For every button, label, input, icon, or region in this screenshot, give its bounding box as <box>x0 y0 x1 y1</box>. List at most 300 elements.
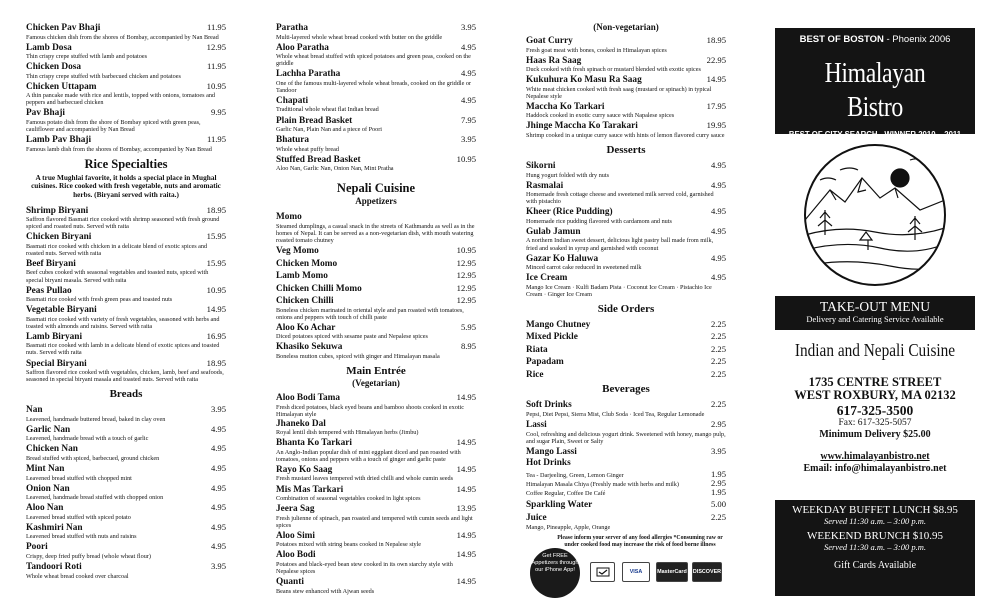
menu-item <box>526 344 726 356</box>
menu-item <box>526 206 726 225</box>
item-desc: Minced carrot cake reduced in sweetened milk <box>526 264 642 272</box>
item-name: Mango Chutney <box>526 319 591 330</box>
item-row <box>276 295 476 307</box>
item-desc: Combination of seasonal vegetables cooked in light spices <box>276 495 421 503</box>
item-row <box>26 231 226 243</box>
promo-block <box>775 500 975 596</box>
item-name: Gazar Ko Haluwa <box>526 253 599 264</box>
menu-item <box>26 358 226 384</box>
item-desc: Bread stuffed with spiced, barbecued, ground chicken <box>26 454 160 462</box>
item-name: Lamb Pav Bhaji <box>26 135 92 146</box>
item-row <box>26 304 226 316</box>
menu-item <box>276 322 476 341</box>
item-row <box>26 61 226 73</box>
item-row <box>276 392 476 404</box>
item-row <box>276 270 476 282</box>
item-name: Special Biryani <box>26 358 87 369</box>
item-desc: One of the famous multi-layered whole wheat breads, cooked on the griddle or Tandoor <box>276 79 472 94</box>
item-price: 14.95 <box>456 437 476 448</box>
item-desc: Famous lamb dish from the shores of Bombay, accompanied by Nan Bread <box>26 145 212 153</box>
item-price: 18.95 <box>706 35 726 45</box>
item-row <box>276 503 476 515</box>
hot-drink-price: 1.95 <box>710 486 726 497</box>
item-desc: Multi-layered whole wheat bread cooked with butter on the griddle <box>276 33 443 41</box>
main-entree-subtitle: (Vegetarian) <box>352 378 400 388</box>
item-price: 7.95 <box>460 114 476 125</box>
item-price: 16.95 <box>206 330 226 341</box>
item-desc: Leavened, handmade bread stuffed with chopped onion <box>26 494 164 502</box>
item-row <box>26 285 226 297</box>
item-desc: Leavened, handmade buttered bread, baked in clay oven <box>26 415 166 423</box>
menu-item <box>526 399 726 418</box>
item-name: Hot Drinks <box>526 458 571 469</box>
hot-drink-text: Coffee Regular, Coffee De Café <box>526 489 606 497</box>
item-price: 2.25 <box>710 512 726 523</box>
item-row <box>276 115 476 127</box>
menu-item <box>276 530 476 549</box>
menu-item <box>526 226 726 252</box>
item-price: 2.25 <box>710 343 726 354</box>
item-desc: Basmati rice cooked with variety of fresh vegetables, seasoned with herbs and toasted with almonds and raisins. Served with raita <box>26 315 220 330</box>
item-price: 4.95 <box>210 502 226 513</box>
item-name: Maccha Ko Tarkari <box>526 101 605 112</box>
menu-item <box>526 331 726 343</box>
sides-section-title: Side Orders <box>597 302 655 315</box>
item-desc: Shrimp cooked in a unique curry sauce with hints of lemon flavored curry sauce <box>526 131 725 139</box>
gift-cards: Gift Cards Available <box>833 560 917 571</box>
hot-drink-price: 2.95 <box>710 477 726 488</box>
mastercard-icon: MasterCard <box>656 562 688 582</box>
rice-list <box>26 205 226 384</box>
menu-item <box>526 253 726 272</box>
item-row <box>276 42 476 54</box>
award-text: BEST OF CITY SEARCH - WINNER 2010 – 2011 <box>788 130 962 139</box>
item-desc: Boneless mutton cubes, spiced with ginger and Himalayan masala <box>276 352 440 360</box>
menu-item <box>26 483 226 502</box>
item-row <box>26 134 226 146</box>
menu-item <box>276 295 476 321</box>
item-desc: Haddock cooked in exotic curry sauce with Napalese spices <box>526 112 675 120</box>
item-name: Mango Lassi <box>526 446 577 457</box>
item-price: 11.95 <box>206 22 226 32</box>
menu-item <box>526 180 726 206</box>
item-price: 4.95 <box>460 41 476 52</box>
menu-column-2 <box>276 22 476 596</box>
item-price: 4.95 <box>710 206 726 217</box>
item-desc: Crispy, deep fried puffy bread (whole wheat flour) <box>26 552 151 560</box>
item-row <box>526 331 726 343</box>
item-price: 10.95 <box>206 284 226 295</box>
allergy-note: Please inform your server of any food allergies *Consuming raw or under cooked food may increase the risk of food borne illness <box>557 535 723 548</box>
item-price: 13.95 <box>456 503 476 514</box>
item-price: 12.95 <box>456 257 476 268</box>
item-name: Onion Nan <box>26 483 70 494</box>
item-row <box>26 443 226 455</box>
address-line-2: WEST ROXBURY, MA 02132 <box>794 388 956 402</box>
item-row <box>26 81 226 93</box>
item-desc: Saffron flavored Basmati rice cooked with shrimp seasoned with fresh ground spiced and roasted nuts. Served with raita <box>26 216 220 231</box>
item-price: 4.95 <box>460 68 476 79</box>
email-text[interactable]: Email: info@himalayanbistro.net <box>803 463 947 474</box>
item-desc: Fresh julienne of spinach, pan roasted and tempered with cumin seeds and light spices <box>276 514 473 529</box>
item-name: Rice <box>526 369 544 380</box>
item-price: 2.25 <box>710 356 726 367</box>
menu-item <box>276 419 476 437</box>
discover-card-icon: DISCOVER <box>692 562 722 582</box>
item-row <box>276 437 476 449</box>
hot-drink-price: 1.95 <box>710 468 726 479</box>
item-price: 4.95 <box>210 423 226 434</box>
menu-item <box>276 68 476 94</box>
item-name: Jhinge Maccha Ko Tarakari <box>526 121 638 132</box>
item-desc: A northern Indian sweet dessert, delicious light pastry ball made from milk, fried and soaked in syrup and garnished with coconut <box>526 237 714 252</box>
item-price: 14.95 <box>456 463 476 474</box>
menu-item <box>276 270 476 282</box>
hot-drinks-list <box>526 470 726 497</box>
item-row <box>526 160 726 172</box>
menu-item <box>26 205 226 231</box>
item-name: Chicken Momo <box>276 258 338 269</box>
item-desc: Whole wheat bread stuffed with spiced potatoes and green peas, cooked on the griddle <box>276 53 471 68</box>
item-row <box>526 458 726 469</box>
item-desc: Leavened bread stuffed with nuts and raisins <box>26 533 137 541</box>
item-name: Garlic Nan <box>26 424 71 435</box>
item-name: Pav Bhaji <box>26 108 65 119</box>
menu-item <box>276 283 476 295</box>
item-desc: A thin pancake made with rice and lentils, topped with onions, tomatoes and peppers and barbecued chicken <box>26 92 216 107</box>
item-row <box>26 561 226 573</box>
item-name: Juice <box>526 513 547 524</box>
item-desc: Basmati rice cooked with fresh green peas and toasted nuts <box>26 296 173 304</box>
item-row <box>526 35 726 47</box>
item-desc: Beans stew enhanced with Ajwan seeds <box>276 587 375 595</box>
item-desc: Saffron flavored rice cooked with vegetables, chicken, lamb, beef and seafoods, seasoned in special biryani masala and toasted nuts. Served with raita <box>26 369 224 384</box>
item-name: Chicken Biryani <box>26 232 92 243</box>
item-desc: Leavened bread stuffed with spiced potato <box>26 513 131 521</box>
website-link[interactable]: www.himalayanbistro.net <box>820 451 930 462</box>
item-row <box>26 424 226 436</box>
menu-item <box>26 285 226 304</box>
menu-item <box>276 392 476 418</box>
item-desc: Fresh diced potatoes, black eyed beans and bamboo shoots cooked in exotic Himalayan style <box>276 403 464 418</box>
menu-item <box>526 55 726 74</box>
menu-item <box>26 134 226 153</box>
menu-item <box>526 446 726 458</box>
item-desc: Whole wheat bread cooked over charcoal <box>26 572 129 580</box>
item-name: Gulab Jamun <box>526 226 581 237</box>
item-row <box>276 576 476 588</box>
item-name: Chicken Pav Bhaji <box>26 23 101 33</box>
item-desc: Traditional whole wheat flat Indian bread <box>276 106 379 114</box>
item-price: 14.95 <box>206 304 226 315</box>
item-row <box>276 484 476 496</box>
item-desc: Potatoes mixed with string beans cooked in Nepalese style <box>276 541 422 549</box>
menu-item <box>276 154 476 173</box>
item-name: Peas Pullao <box>26 285 72 296</box>
breads-section-title: Breads <box>109 388 143 401</box>
item-desc: Leavened, handmade bread with a touch of garlic <box>26 435 149 443</box>
desserts-section-title: Desserts <box>606 144 646 157</box>
item-row <box>276 341 476 353</box>
nepali-section-title: Nepali Cuisine <box>336 181 416 196</box>
item-desc: Royal lentil dish tempered with Himalayan herbs (Jimbu) <box>276 429 419 437</box>
item-price: 10.95 <box>456 245 476 256</box>
item-name: Aloo Bodi Tama <box>276 393 341 403</box>
item-desc: Mango Ice Cream · Kulfi Badam Pista · Coconut Ice Cream · Pistachio Ice Cream · Ginger Ice Cream <box>526 283 712 298</box>
delivery-text: Delivery and Catering Service Available <box>806 314 944 324</box>
beverages-section-title: Beverages <box>602 383 650 396</box>
item-desc: Steamed dumplings, a casual snack in the streets of Kathmandu as well as in the homes of Nepal. It can be served as a non-vegetarian dish, with mouth watering roasted tomato chutney <box>276 222 475 245</box>
item-name: Paratha <box>276 23 309 33</box>
best-of-boston: BEST OF BOSTON - Phoenix 2006 <box>799 34 951 45</box>
item-row <box>276 464 476 476</box>
menu-item <box>526 458 726 469</box>
beverages-list <box>526 399 726 468</box>
item-name: Mixed Pickle <box>526 332 578 343</box>
item-desc: Beef cubes cooked with seasonal vegetables and toasted nuts, spiced with special biryani masala. Served with raita <box>26 269 209 284</box>
menu-item <box>26 22 226 41</box>
item-desc: Aloo Nan, Garlic Nan, Onion Nan, Mint Pratha <box>276 165 394 173</box>
item-desc: White meat chicken cooked with fresh saag (mustard or spinach) in typical Nepalese style <box>526 85 712 100</box>
item-row <box>526 369 726 381</box>
hot-drink-row <box>526 488 726 497</box>
item-row <box>26 22 226 34</box>
menu-item <box>276 576 476 595</box>
desserts-list <box>526 160 726 298</box>
item-row <box>526 319 726 331</box>
item-price: 14.95 <box>456 576 476 587</box>
item-name: Mint Nan <box>26 464 65 475</box>
item-row <box>26 404 226 416</box>
menu-item <box>526 160 726 179</box>
cuisine-title: Indian and Nepali Cuisine <box>794 340 956 360</box>
item-name: Beef Biryani <box>26 258 76 269</box>
address-line-1: 1735 CENTRE STREET <box>808 375 942 389</box>
item-desc: Thin crispy crepe stuffed with lamb and potatoes <box>26 53 148 61</box>
item-price: 4.95 <box>710 225 726 236</box>
item-price: 8.95 <box>460 341 476 352</box>
item-row <box>276 134 476 146</box>
item-name: Vegetable Biryani <box>26 305 97 316</box>
item-row <box>526 226 726 238</box>
menu-item <box>526 319 726 331</box>
item-row <box>26 42 226 54</box>
lunch-title: WEEKDAY BUFFET LUNCH $8.95 <box>792 504 958 516</box>
item-name: Tandoori Roti <box>26 562 82 572</box>
item-price: 4.95 <box>710 252 726 263</box>
item-row <box>26 107 226 119</box>
breads-continued-list <box>276 22 476 172</box>
menu-item <box>26 61 226 80</box>
item-row <box>26 258 226 270</box>
item-price: 4.95 <box>710 179 726 190</box>
item-desc: Homemade rice pudding flavored with cardamom and nuts <box>526 217 672 225</box>
item-row <box>526 419 726 431</box>
main-entree-title: Main Entrée <box>346 365 406 377</box>
item-desc: An Anglo-Indian popular dish of mini eggplant diced and pan roasted with tomatoes, onions and peppers with a touch of ginger and garlic paste <box>276 448 461 463</box>
item-name: Papadam <box>526 357 564 368</box>
hot-drink-text: Himalayan Masala Chiya (Freshly made with herbs and milk) <box>526 480 679 488</box>
item-price: 14.95 <box>456 483 476 494</box>
item-name: Jeera Sag <box>276 504 315 515</box>
item-price: 4.95 <box>210 482 226 493</box>
check-card-icon <box>590 562 615 582</box>
item-row <box>276 283 476 295</box>
item-price: 2.25 <box>710 318 726 329</box>
item-price: 4.95 <box>710 272 726 283</box>
brunch-title: WEEKEND BRUNCH $10.95 <box>807 530 943 542</box>
menu-item <box>26 107 226 133</box>
item-name: Rasmalai <box>526 180 564 191</box>
item-name: Lamb Biryani <box>26 331 83 342</box>
menu-item <box>526 499 726 511</box>
menu-item <box>276 437 476 463</box>
item-price: 4.95 <box>710 160 726 171</box>
item-desc: Famous potato dish from the shore of Bombay spiced with green peas, cauliflower and accompanied by Nan Bread <box>26 118 201 134</box>
menu-item <box>526 35 726 54</box>
item-row <box>26 483 226 495</box>
item-price: 11.95 <box>206 61 226 72</box>
menu-item <box>26 258 226 284</box>
nonveg-list <box>526 35 726 139</box>
item-name: Aloo Simi <box>276 530 315 541</box>
item-price: 3.95 <box>210 561 226 571</box>
item-desc: Mango, Pineapple, Apple, Orange <box>526 523 611 531</box>
item-name: Kheer (Rice Pudding) <box>526 207 613 218</box>
item-desc: Thin crispy crepe stuffed with barbecued chicken and potatoes <box>26 72 181 80</box>
visa-card-icon: VISA <box>622 562 650 582</box>
item-name: Poori <box>26 542 48 553</box>
item-desc: Duck cooked with fresh spinach or mustard blended with exotic spices <box>526 66 701 74</box>
item-name: Aloo Bodi <box>276 550 316 561</box>
menu-item <box>276 484 476 503</box>
item-row <box>26 502 226 514</box>
item-price: 2.25 <box>710 331 726 342</box>
menu-item <box>26 231 226 257</box>
item-price: 4.95 <box>460 94 476 105</box>
item-row <box>526 253 726 265</box>
item-name: Lachha Paratha <box>276 69 341 80</box>
item-row <box>26 463 226 475</box>
item-row <box>526 55 726 67</box>
main-entree-list <box>276 392 476 595</box>
item-name: Haas Ra Saag <box>526 55 582 66</box>
item-desc: Fresh mustard leaves tempered with dried chilli and whole cumin seeds <box>276 475 453 483</box>
item-name: Aloo Nan <box>26 503 64 514</box>
item-price: 5.00 <box>710 498 726 509</box>
item-row <box>26 205 226 217</box>
himalayan-landscape-logo <box>775 134 975 296</box>
item-name: Goat Curry <box>526 36 573 46</box>
specials-list <box>26 22 226 153</box>
check-icon <box>596 567 610 577</box>
item-price: 10.95 <box>206 80 226 91</box>
sides-list <box>526 319 726 381</box>
menu-item <box>276 503 476 529</box>
item-name: Chicken Nan <box>26 444 78 455</box>
item-price: 4.95 <box>210 463 226 474</box>
menu-item <box>526 101 726 120</box>
item-desc: Basmati rice cooked with chicken in a delicate blend of exotic spices and roasted nuts. Served with raita <box>26 242 208 257</box>
item-row <box>526 446 726 458</box>
item-name: Soft Drinks <box>526 400 572 411</box>
iphone-app-badge[interactable] <box>530 548 580 598</box>
item-row <box>526 180 726 192</box>
item-row <box>26 331 226 343</box>
item-row <box>526 399 726 411</box>
menu-item <box>526 419 726 445</box>
item-price: 5.95 <box>460 321 476 332</box>
item-name: Ice Cream <box>526 273 568 284</box>
item-desc: Leavened bread stuffed with chopped mint <box>26 474 132 482</box>
item-row <box>276 154 476 166</box>
item-row <box>26 522 226 534</box>
item-name: Momo <box>276 212 302 223</box>
menu-column-1 <box>26 22 226 581</box>
item-price: 4.95 <box>210 443 226 454</box>
phone-number[interactable]: 617-325-3500 <box>836 403 914 418</box>
item-row <box>276 530 476 542</box>
menu-item <box>26 331 226 357</box>
menu-item <box>26 81 226 107</box>
item-price: 12.95 <box>206 41 226 52</box>
item-name: Aloo Paratha <box>276 42 329 53</box>
breads-list <box>26 404 226 579</box>
item-name: Chicken Uttapam <box>26 81 97 92</box>
badge-text: Get FREE Appetizers through our iPhone App! <box>531 553 579 573</box>
item-desc: Homemade fresh cottage cheese and sweetened milk served cold, garnished with pistachio <box>526 191 714 206</box>
menu-item <box>276 42 476 68</box>
menu-item <box>276 464 476 483</box>
item-price: 14.95 <box>706 74 726 85</box>
item-name: Shrimp Biryani <box>26 205 89 216</box>
item-name: Bhanta Ko Tarkari <box>276 438 352 449</box>
menu-column-3 <box>526 22 726 549</box>
item-row <box>276 22 476 34</box>
restaurant-title: Himalayan Bistro <box>824 57 926 123</box>
item-name: Mis Mas Tarkari <box>276 484 344 495</box>
menu-item <box>26 424 226 443</box>
menu-item <box>276 22 476 41</box>
item-price: 15.95 <box>206 257 226 268</box>
item-desc: Hung yogurt folded with dry nuts <box>526 171 610 179</box>
menu-item <box>276 341 476 360</box>
header-block <box>775 28 975 139</box>
item-desc: Diced potatoes spiced with sesame paste and Nepalese spices <box>276 333 428 341</box>
item-name: Lamb Dosa <box>26 42 72 53</box>
menu-item <box>526 356 726 368</box>
item-name: Aloo Ko Achar <box>276 322 336 333</box>
item-name: Lassi <box>526 420 547 430</box>
minimum-delivery: Minimum Delivery $25.00 <box>819 429 931 440</box>
item-name: Jhaneko Dal <box>276 418 326 429</box>
item-row <box>276 419 476 430</box>
mountain-logo-icon <box>800 140 950 290</box>
menu-item <box>26 443 226 462</box>
menu-item <box>276 212 476 244</box>
menu-item <box>26 541 226 560</box>
item-row <box>526 206 726 218</box>
item-row <box>526 120 726 132</box>
brunch-time: Served 11:30 a.m. – 3:00 p.m. <box>823 542 927 552</box>
menu-item <box>26 42 226 61</box>
nonveg-title: (Non-vegetarian) <box>593 22 659 32</box>
item-price: 19.95 <box>706 120 726 131</box>
item-name: Nan <box>26 405 43 416</box>
item-price: 2.95 <box>710 419 726 429</box>
item-row <box>526 356 726 368</box>
item-price: 12.95 <box>456 295 476 306</box>
